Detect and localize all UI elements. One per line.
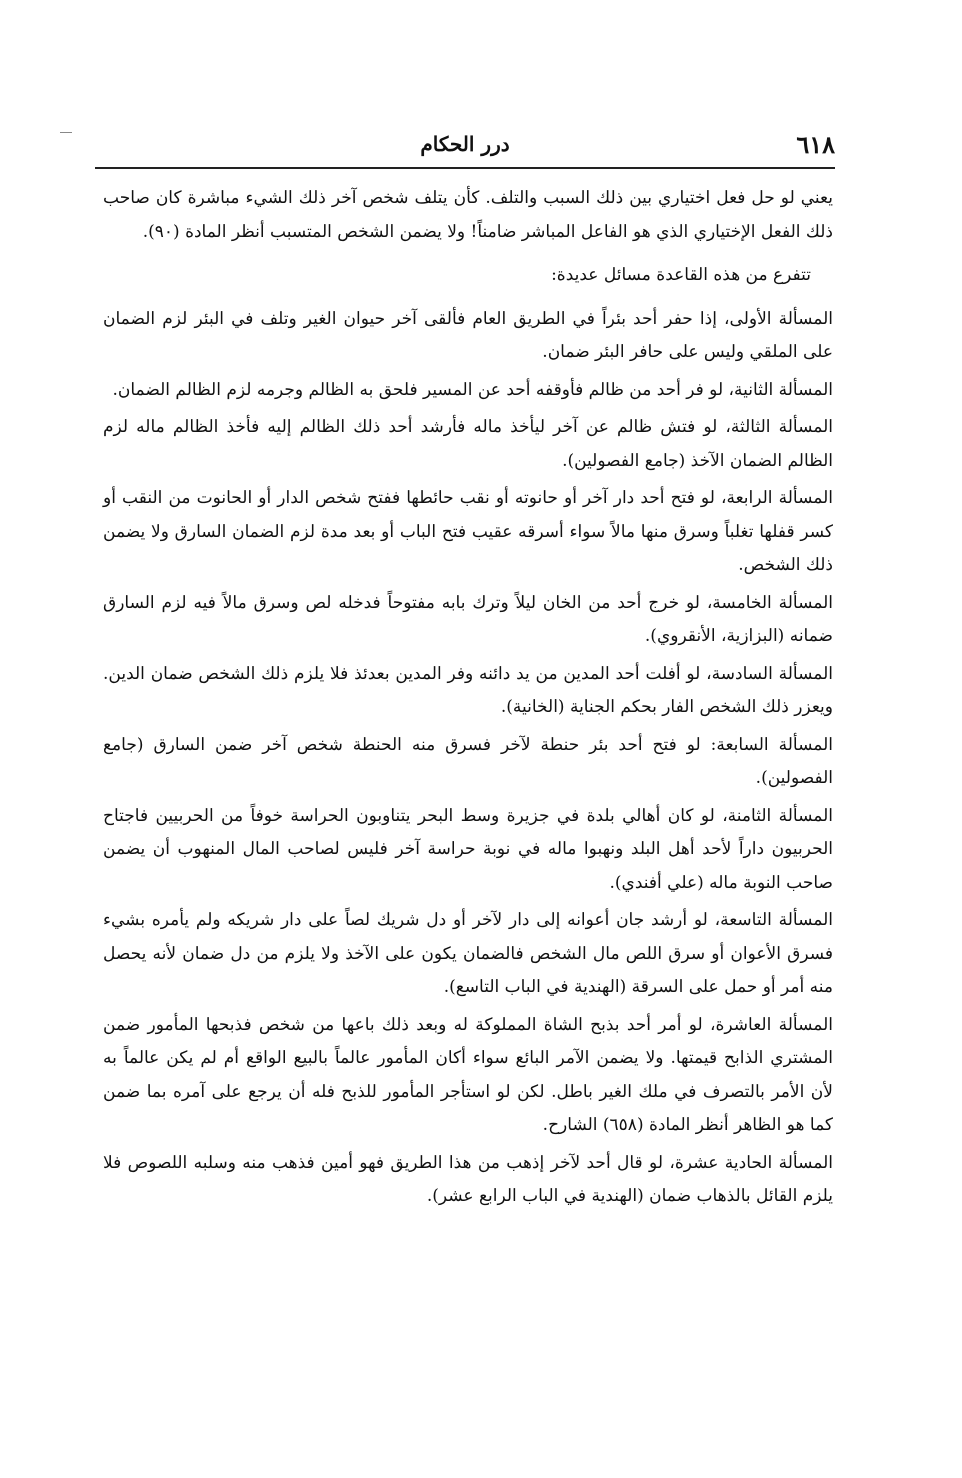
issue-paragraph-3: المسألة الثالثة، لو فتش ظالم عن آخر ليأخذ ماله فأرشد أحد ذلك الظالم إليه فأخذ الظالم ماله لزم الظالم الضمان الآخذ (جامع الفصولين).	[103, 417, 833, 471]
issue-paragraph-4: المسألة الرابعة، لو فتح أحد دار آخر أو حانوته أو نقب حائطها ففتح شخص الدار أو الحانوت من النقب أو كسر قفلها تغلباً وسرق منها مالاً سواء أسرقه عقيب فتح الباب أو بعد مدة لزم الضمان السارق ولا يضمن ذلك الشخص.	[103, 488, 833, 575]
body-text	[103, 182, 833, 1218]
issue-paragraph-11: المسألة الحادية عشرة، لو قال أحد لآخر إذهب من هذا الطريق فهو أمين فذهب منه وسلبه اللصوص فلا يلزم القائل بالذهاب ضمان (الهندية في الباب الرابع عشر).	[103, 1152, 833, 1206]
issue-paragraph-6: المسألة السادسة، لو أفلت أحد المدين من يد دائنه وفر المدين بعدئذ فلا يلزم ذلك الشخص ضمان الدين. ويعزر ذلك الشخص الفار بحكم الجناية (الخانية).	[103, 663, 833, 717]
scan-mark	[60, 132, 72, 133]
issue-paragraph-2: المسألة الثانية، لو فر أحد من ظالم فأوقفه أحد عن المسير فلحق به الظالم وجرمه لزم الظالم الضمان.	[112, 379, 833, 400]
paragraph-intro: يعني لو حل فعل اختياري بين ذلك السبب والتلف. كأن يتلف شخص آخر ذلك الشيء مباشرة كان صاحب ذلك الفعل الإختياري الذي هو الفاعل المباشر ضامناً! ولا يضمن الشخص المتسبب أنظر المادة (٩٠).	[103, 188, 833, 242]
issue-paragraph-1: المسألة الأولى، إذا حفر أحد بئراً في الطريق العام فألقى آخر حيوان الغير وتلف في البئر لزم الضمان على الملقي وليس على حافر البئر ضمان.	[103, 308, 833, 362]
page-header	[95, 130, 835, 160]
paragraph-lead: تتفرع من هذه القاعدة مسائل عديدة:	[551, 265, 811, 285]
running-title: درر الحكام	[420, 132, 510, 156]
header-divider	[95, 167, 835, 169]
issue-paragraph-10: المسألة العاشرة، لو أمر أحد بذبح الشاة المملوكة له وبعد ذلك باعها من شخص فذبحها المأمور ضمن المشتري الذابح قيمتها. ولا يضمن الآمر البائع سواء أكان المأمور عالماً بالبيع الواقع أم لم يكن عالماً به لأن الأمر بالتصرف في ملك الغير باطل. لكن لو استأجر المأمور للذبح فله أن يرجع على آمره بما ضمن كما هو الظاهر أنظر المادة (٦٥٨) الشارح.	[103, 1014, 833, 1135]
issue-paragraph-9: المسألة التاسعة، لو أرشد جان أعوانه إلى دار لآخر أو دل شريك لصاً على دار شريكه ولم يأمره بشيء فسرق الأعوان أو سرق اللص مال الشخص فالضمان يكون على الآخذ ولا يلزم من دل ضمان لأنه يحصل منه أمر أو حمل على السرقة (الهندية في الباب التاسع).	[103, 910, 833, 997]
issue-paragraph-7: المسألة السابعة: لو فتح أحد بئر حنطة لآخر فسرق منه الحنطة شخص آخر ضمن السارق (جامع الفصولين).	[103, 734, 833, 788]
issue-paragraph-5: المسألة الخامسة، لو خرج أحد من الخان ليلاً وترك بابه مفتوحاً فدخله لص وسرق مالاً فيه لزم السارق ضمانه (البزازية، الأنقروي).	[103, 592, 833, 646]
issue-paragraph-8: المسألة الثامنة، لو كان أهالي بلدة في جزيرة وسط البحر يتناوبون الحراسة خوفاً من الحربيين فاجتاح الحربيون داراً لأحد أهل البلد ونهبوا ماله في نوبة حراسة آخر فليس لصاحب المال المنهوب أن يضمن صاحب النوبة ماله (علي أفندي).	[103, 805, 833, 893]
page-number: ٦١٨	[796, 130, 835, 159]
